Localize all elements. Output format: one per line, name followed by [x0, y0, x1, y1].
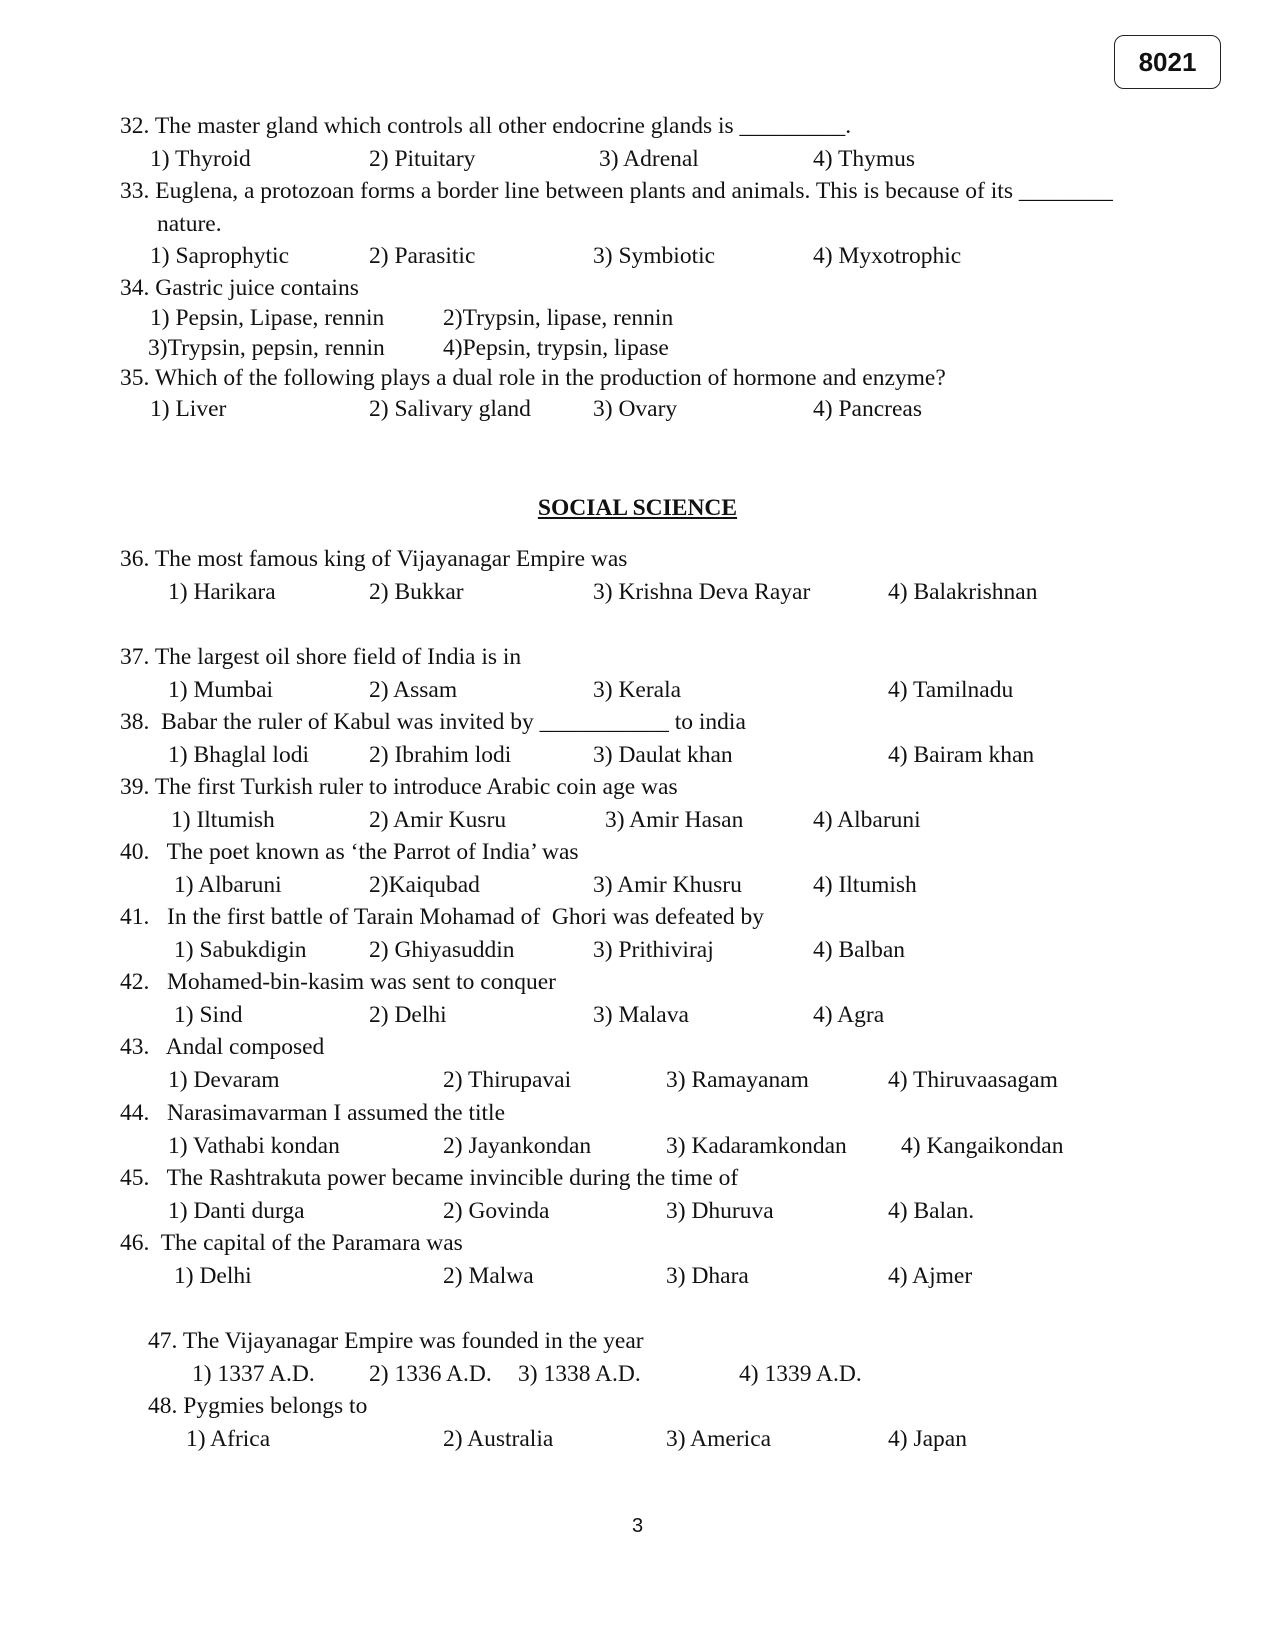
- question-41: 41. In the first battle of Tarain Mohamad of Ghori was defeated by: [120, 904, 764, 930]
- q44-option-2: 2) Jayankondan: [443, 1133, 592, 1159]
- q33-option-4: 4) Myxotrophic: [813, 243, 962, 269]
- section-title: SOCIAL SCIENCE: [537, 495, 738, 521]
- q38-option-3: 3) Daulat khan: [593, 742, 733, 768]
- q46-option-1: 1) Delhi: [174, 1263, 252, 1289]
- q33-option-2: 2) Parasitic: [369, 243, 476, 269]
- q46-option-4: 4) Ajmer: [888, 1263, 973, 1289]
- q34-option-4: 4)Pepsin, trypsin, lipase: [443, 335, 669, 361]
- q37-option-3: 3) Kerala: [593, 677, 682, 703]
- q33-option-1: 1) Saprophytic: [150, 243, 290, 269]
- q47-option-3: 3) 1338 A.D.: [518, 1361, 641, 1387]
- question-32: 32. The master gland which controls all other endocrine glands is _________.: [120, 113, 852, 139]
- question-33-continued: nature.: [157, 211, 222, 237]
- q39-option-3: 3) Amir Hasan: [605, 807, 744, 833]
- q32-option-3: 3) Adrenal: [599, 146, 699, 172]
- q43-option-4: 4) Thiruvaasagam: [888, 1067, 1058, 1093]
- q44-option-1: 1) Vathabi kondan: [168, 1133, 340, 1159]
- q45-option-2: 2) Govinda: [443, 1198, 550, 1224]
- q35-option-3: 3) Ovary: [593, 396, 678, 422]
- q40-option-3: 3) Amir Khusru: [593, 872, 742, 898]
- question-35: 35. Which of the following plays a dual role in the production of hormone and enzyme?: [120, 365, 946, 391]
- q45-option-3: 3) Dhuruva: [666, 1198, 774, 1224]
- q41-option-2: 2) Ghiyasuddin: [369, 937, 515, 963]
- q38-option-4: 4) Bairam khan: [888, 742, 1035, 768]
- paper-code-box: [1114, 35, 1221, 89]
- q40-option-4: 4) Iltumish: [813, 872, 917, 898]
- q48-option-2: 2) Australia: [443, 1426, 554, 1452]
- question-44: 44. Narasimavarman I assumed the title: [120, 1100, 506, 1126]
- q44-option-3: 3) Kadaramkondan: [666, 1133, 847, 1159]
- question-40: 40. The poet known as ‘the Parrot of India’ was: [120, 839, 579, 865]
- q48-option-4: 4) Japan: [888, 1426, 967, 1452]
- q37-option-4: 4) Tamilnadu: [888, 677, 1014, 703]
- question-37: 37. The largest oil shore field of India is in: [120, 644, 522, 670]
- q36-option-1: 1) Harikara: [168, 579, 276, 605]
- q39-option-2: 2) Amir Kusru: [369, 807, 507, 833]
- q32-option-2: 2) Pituitary: [369, 146, 476, 172]
- q46-option-2: 2) Malwa: [443, 1263, 534, 1289]
- question-38: 38. Babar the ruler of Kabul was invited by ___________ to india: [120, 709, 746, 735]
- q42-option-4: 4) Agra: [813, 1002, 885, 1028]
- q32-option-1: 1) Thyroid: [150, 146, 251, 172]
- q48-option-1: 1) Africa: [186, 1426, 271, 1452]
- q42-option-2: 2) Delhi: [369, 1002, 447, 1028]
- question-46: 46. The capital of the Paramara was: [120, 1230, 463, 1256]
- q42-option-1: 1) Sind: [174, 1002, 243, 1028]
- q37-option-2: 2) Assam: [369, 677, 458, 703]
- q47-option-2: 2) 1336 A.D.: [369, 1361, 492, 1387]
- question-48: 48. Pygmies belongs to: [148, 1393, 368, 1419]
- page-number: 3: [631, 1515, 644, 1537]
- q39-option-4: 4) Albaruni: [813, 807, 921, 833]
- question-39: 39. The first Turkish ruler to introduce Arabic coin age was: [120, 774, 678, 800]
- q44-option-4: 4) Kangaikondan: [901, 1133, 1064, 1159]
- q32-option-4: 4) Thymus: [813, 146, 916, 172]
- q40-option-2: 2)Kaiqubad: [369, 872, 480, 898]
- question-36: 36. The most famous king of Vijayanagar Empire was: [120, 546, 628, 572]
- q45-option-1: 1) Danti durga: [168, 1198, 305, 1224]
- q47-option-1: 1) 1337 A.D.: [192, 1361, 315, 1387]
- q38-option-1: 1) Bhaglal lodi: [168, 742, 309, 768]
- q43-option-2: 2) Thirupavai: [443, 1067, 572, 1093]
- question-47: 47. The Vijayanagar Empire was founded in the year: [148, 1328, 644, 1354]
- q46-option-3: 3) Dhara: [666, 1263, 749, 1289]
- question-42: 42. Mohamed-bin-kasim was sent to conquer: [120, 969, 556, 995]
- q36-option-2: 2) Bukkar: [369, 579, 464, 605]
- q48-option-3: 3) America: [666, 1426, 772, 1452]
- q45-option-4: 4) Balan.: [888, 1198, 975, 1224]
- q42-option-3: 3) Malava: [593, 1002, 689, 1028]
- question-45: 45. The Rashtrakuta power became invincible during the time of: [120, 1165, 739, 1191]
- q34-option-1: 1) Pepsin, Lipase, rennin: [150, 305, 385, 331]
- q38-option-2: 2) Ibrahim lodi: [369, 742, 512, 768]
- q33-option-3: 3) Symbiotic: [593, 243, 716, 269]
- q40-option-1: 1) Albaruni: [174, 872, 282, 898]
- q39-option-1: 1) Iltumish: [171, 807, 275, 833]
- question-33: 33. Euglena, a protozoan forms a border line between plants and animals. This is because of its ________: [120, 178, 1113, 204]
- question-34: 34. Gastric juice contains: [120, 275, 359, 301]
- question-43: 43. Andal composed: [120, 1034, 325, 1060]
- q47-option-4: 4) 1339 A.D.: [739, 1361, 862, 1387]
- q41-option-1: 1) Sabukdigin: [174, 937, 307, 963]
- q36-option-3: 3) Krishna Deva Rayar: [593, 579, 811, 605]
- q43-option-1: 1) Devaram: [168, 1067, 280, 1093]
- q34-option-2: 2)Trypsin, lipase, rennin: [443, 305, 674, 331]
- q37-option-1: 1) Mumbai: [168, 677, 274, 703]
- q43-option-3: 3) Ramayanam: [666, 1067, 809, 1093]
- q41-option-4: 4) Balban: [813, 937, 906, 963]
- paper-code: 8021: [1138, 46, 1197, 77]
- q35-option-4: 4) Pancreas: [813, 396, 922, 422]
- q36-option-4: 4) Balakrishnan: [888, 579, 1038, 605]
- q41-option-3: 3) Prithiviraj: [593, 937, 714, 963]
- q34-option-3: 3)Trypsin, pepsin, rennin: [148, 335, 385, 361]
- q35-option-2: 2) Salivary gland: [369, 396, 531, 422]
- q35-option-1: 1) Liver: [150, 396, 227, 422]
